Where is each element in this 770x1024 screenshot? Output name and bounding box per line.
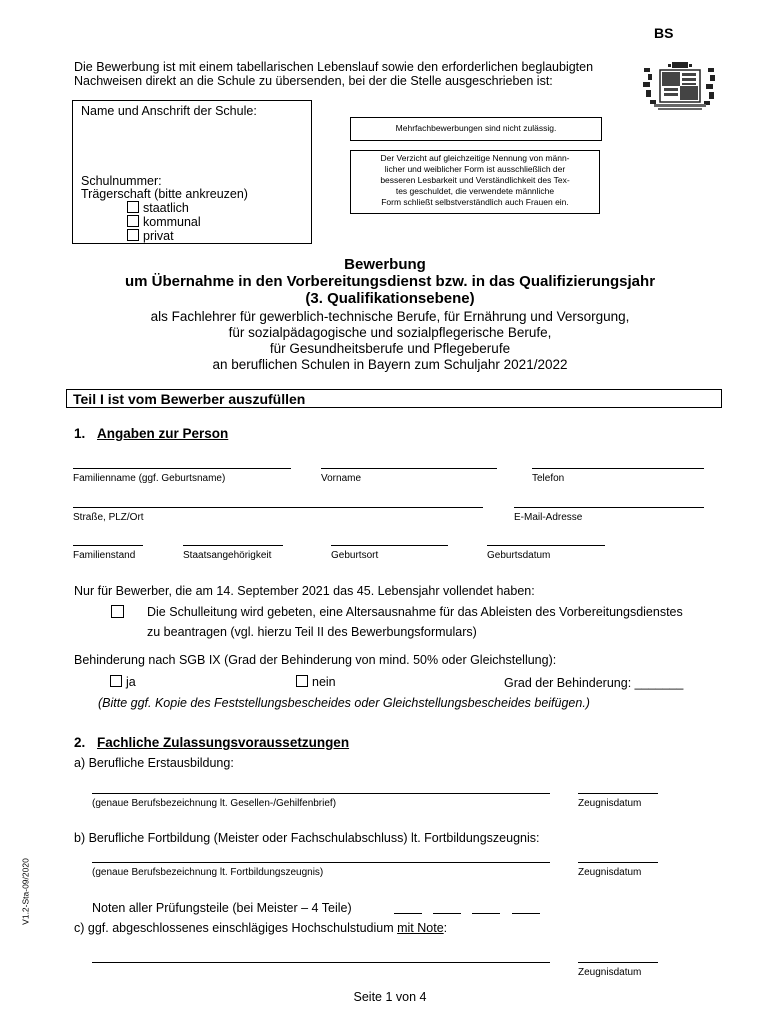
checkbox[interactable] — [296, 675, 308, 687]
school-box — [72, 100, 312, 244]
form-title-line-3: (3. Qualifikationsebene) — [305, 290, 475, 307]
form-version-code: V1.2-Sta-09/2020 — [20, 858, 31, 925]
familienname-input[interactable] — [73, 468, 291, 469]
disability-yes[interactable]: ja — [110, 675, 136, 690]
familienstand-label: Familienstand — [73, 550, 136, 561]
form-subtitle: als Fachlehrer für gewerblich-technische Berufe, für Ernährung und Versorgung, für sozialpädagogische und sozialpflegerische Berufe, für Gesundheitsberufe und Pflegeberufe an beruflichen Schulen in Bayern zum Schuljahr 2021/2022 — [150, 309, 630, 372]
bavaria-crest-icon — [640, 60, 720, 112]
disability-question: Behinderung nach SGB IX (Grad der Behinderung von mind. 50% oder Gleichstellung): — [74, 653, 557, 667]
age-exception-checkbox[interactable] — [111, 605, 124, 618]
geburtsdatum-input[interactable] — [487, 545, 605, 546]
checkbox[interactable] — [110, 675, 122, 687]
strasse-label: Straße, PLZ/Ort — [73, 512, 144, 523]
familienstand-input[interactable] — [73, 545, 143, 546]
email-label: E-Mail-Adresse — [514, 512, 583, 523]
form-title-line-2: um Übernahme in den Vorbereitungsdienst bzw. in das Qualifizierungsjahr — [124, 273, 656, 290]
hochschulstudium-input[interactable] — [92, 962, 550, 963]
multi-application-notice: Mehrfachbewerbungen sind nicht zulässig. — [350, 117, 602, 141]
school-name-label: Name und Anschrift der Schule: — [81, 104, 257, 118]
option-kommunal[interactable]: kommunal — [127, 215, 201, 230]
school-number-label: Schulnummer: — [81, 174, 162, 188]
disability-hint: (Bitte ggf. Kopie des Feststellungsbescheides oder Gleichstellungsbescheides beifügen.) — [98, 696, 590, 710]
section-2a-label: a) Berufliche Erstausbildung: — [74, 756, 234, 770]
checkbox[interactable] — [127, 215, 139, 227]
fortbildung-date-input[interactable] — [578, 862, 658, 863]
gender-notice: Der Verzicht auf gleichzeitige Nennung von männ- licher und weiblicher Form ist ausschließlich der besseren Lesbarkeit und Verständlichkeit des Tex- tes geschuldet, die verwendete männliche Form schließt selbstverständlich auch Frauen ein. — [350, 150, 600, 214]
age-note: Nur für Bewerber, die am 14. September 2021 das 45. Lebensjahr vollendet haben: — [74, 584, 535, 598]
erstausbildung-date-input[interactable] — [578, 793, 658, 794]
noten-label: Noten aller Prüfungsteile (bei Meister – 4 Teile) — [92, 901, 352, 915]
strasse-input[interactable] — [73, 507, 483, 508]
note-4-input[interactable] — [512, 913, 540, 914]
familienname-label: Familienname (ggf. Geburtsname) — [73, 473, 226, 484]
vorname-label: Vorname — [321, 473, 362, 484]
telefon-input[interactable] — [532, 468, 704, 469]
fortbildung-input[interactable] — [92, 862, 550, 863]
form-title: Bewerbung — [344, 256, 426, 273]
hochschulstudium-date-input[interactable] — [578, 962, 658, 963]
geburtsdatum-label: Geburtsdatum — [487, 550, 551, 561]
telefon-label: Telefon — [532, 473, 565, 484]
section-2-number: 2. — [74, 735, 86, 750]
traeger-label: Trägerschaft (bitte ankreuzen) — [81, 187, 248, 201]
section-1-number: 1. — [74, 426, 86, 441]
checkbox[interactable] — [127, 229, 139, 241]
disability-no[interactable]: nein — [296, 675, 336, 690]
part1-banner: Teil I ist vom Bewerber auszufüllen — [66, 389, 722, 408]
section-2b-hint: (genaue Berufsbezeichnung lt. Fortbildungszeugnis) — [92, 867, 324, 878]
section-2a-hint: (genaue Berufsbezeichnung lt. Gesellen-/Gehilfenbrief) — [92, 798, 337, 809]
staatsangehoerigkeit-input[interactable] — [183, 545, 283, 546]
note-2-input[interactable] — [433, 913, 461, 914]
zeugnisdatum-label: Zeugnisdatum — [578, 798, 642, 809]
geburtsort-input[interactable] — [331, 545, 448, 546]
email-input[interactable] — [514, 507, 704, 508]
option-privat[interactable]: privat — [127, 229, 174, 244]
vorname-input[interactable] — [321, 468, 497, 469]
age-request-line-1: Die Schulleitung wird gebeten, eine Altersausnahme für das Ableisten des Vorbereitungsdienstes — [147, 605, 683, 619]
zeugnisdatum-label: Zeugnisdatum — [578, 967, 642, 978]
intro-line-2: Nachweisen direkt an die Schule zu übersenden, bei der die Stelle ausgeschrieben ist: — [74, 74, 553, 88]
intro-line-1: Die Bewerbung ist mit einem tabellarischen Lebenslauf sowie den erforderlichen beglaubigten — [74, 60, 594, 74]
erstausbildung-input[interactable] — [92, 793, 550, 794]
note-1-input[interactable] — [394, 913, 422, 914]
disability-degree-field[interactable]: Grad der Behinderung: _______ — [504, 676, 684, 690]
section-1-title: Angaben zur Person — [97, 426, 229, 441]
page-number: Seite 1 von 4 — [353, 990, 427, 1004]
checkbox[interactable] — [127, 201, 139, 213]
staatsangehoerigkeit-label: Staatsangehörigkeit — [183, 550, 272, 561]
section-2c-label: c) ggf. abgeschlossenes einschlägiges Hochschulstudium mit Note: — [74, 921, 448, 935]
geburtsort-label: Geburtsort — [331, 550, 379, 561]
section-2-title: Fachliche Zulassungsvoraussetzungen — [97, 735, 350, 750]
note-3-input[interactable] — [472, 913, 500, 914]
form-code: BS — [654, 25, 674, 41]
option-staatlich[interactable]: staatlich — [127, 201, 189, 216]
age-request-line-2: zu beantragen (vgl. hierzu Teil II des Bewerbungsformulars) — [147, 625, 477, 639]
zeugnisdatum-label: Zeugnisdatum — [578, 867, 642, 878]
section-2b-label: b) Berufliche Fortbildung (Meister oder Fachschulabschluss) lt. Fortbildungszeugnis: — [74, 831, 540, 845]
